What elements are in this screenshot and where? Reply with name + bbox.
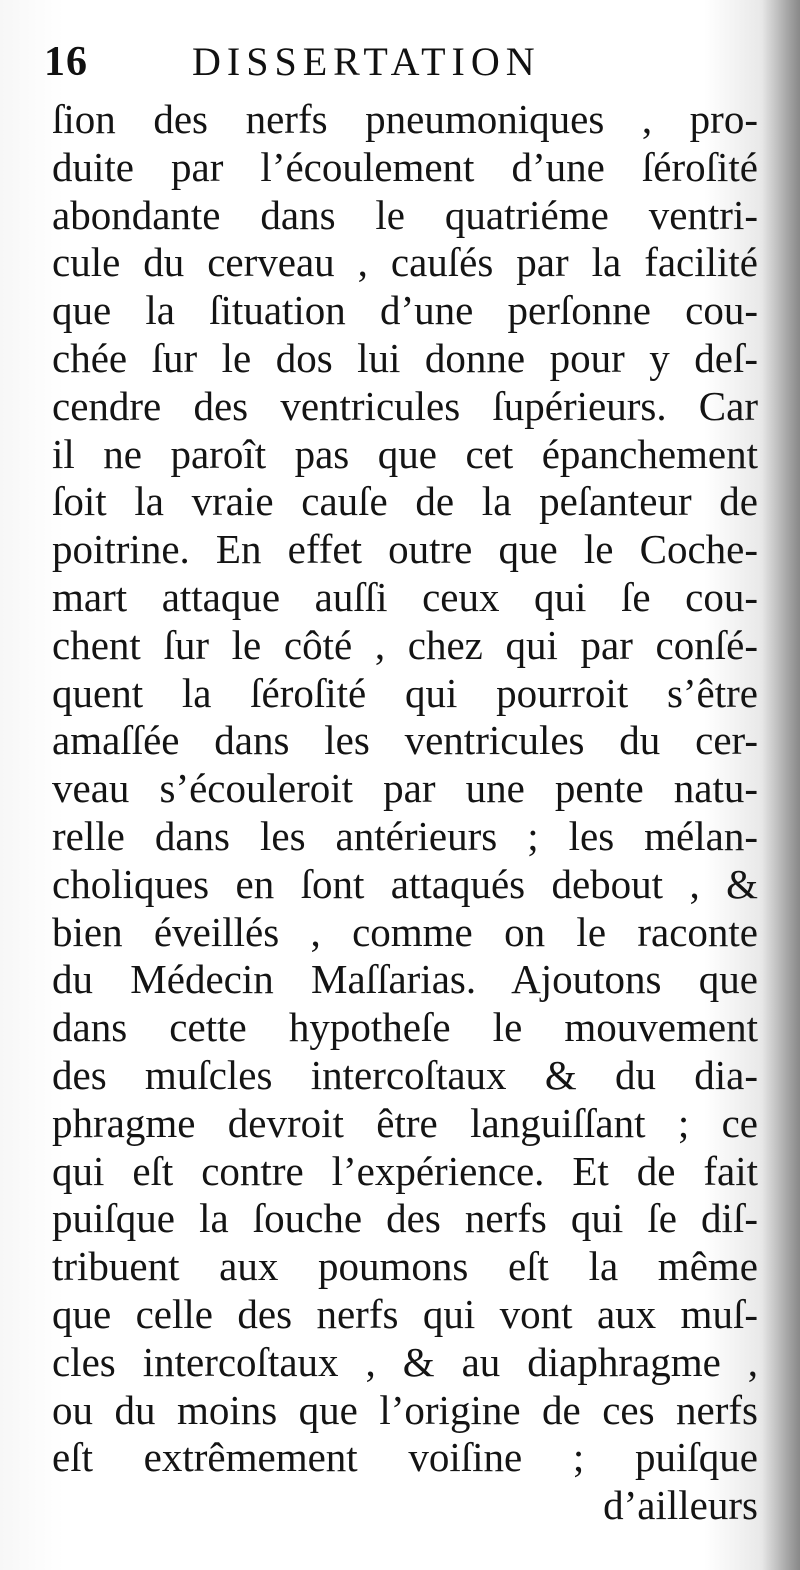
text-line: dans cette hypotheſe le mouvement — [52, 1004, 758, 1051]
text-line: qui eſt contre l’expérience. Et de fait — [52, 1147, 758, 1194]
text-line: ou du moins que l’origine de ces nerfs — [52, 1386, 758, 1433]
text-line: bien éveillés , comme on le raconte — [52, 908, 758, 955]
running-head-title: DISSERTATION — [192, 39, 541, 84]
text-line: chée ſur le dos lui donne pour y deſ- — [52, 334, 758, 381]
text-line: poitrine. En effet outre que le Coche- — [52, 526, 758, 573]
text-line: duite par l’écoulement d’une ſéroſité — [52, 143, 758, 190]
text-line: mart attaque auſſi ceux qui ſe cou- — [52, 573, 758, 620]
page-number: 16 — [44, 39, 88, 85]
text-line: que celle des nerfs qui vont aux muſ- — [52, 1290, 758, 1337]
text-line: veau s’écouleroit par une pente natu- — [52, 765, 758, 812]
catchword: d’ailleurs — [603, 1482, 758, 1529]
text-line: amaſſée dans les ventricules du cer- — [52, 717, 758, 764]
text-line: abondante dans le quatriéme ventri- — [52, 191, 758, 238]
text-line: tribuent aux poumons eſt la même — [52, 1243, 758, 1290]
text-line: relle dans les antérieurs ; les mélan- — [52, 812, 758, 859]
text-line: cendre des ventricules ſupérieurs. Car — [52, 382, 758, 429]
text-line: choliques en ſont attaqués debout , & — [52, 860, 758, 907]
text-line: ſoit la vraie cauſe de la peſanteur de — [52, 478, 758, 525]
text-line: cles intercoſtaux , & au diaphragme , — [52, 1338, 758, 1385]
text-line: phragme devroit être languiſſant ; ce — [52, 1099, 758, 1146]
text-line: cule du cerveau , cauſés par la facilité — [52, 239, 758, 286]
running-head — [44, 38, 764, 88]
text-line: que la ſituation d’une perſonne cou- — [52, 287, 758, 334]
body-text — [52, 96, 758, 1530]
text-line: ſion des nerfs pneumoniques , pro- — [52, 96, 758, 142]
text-line: chent ſur le côté , chez qui par conſé- — [52, 621, 758, 668]
text-line: puiſque la ſouche des nerfs qui ſe diſ- — [52, 1195, 758, 1242]
text-line: du Médecin Maſſarias. Ajoutons que — [52, 956, 758, 1003]
text-line: eſt extrêmement voiſine ; puiſque — [52, 1434, 758, 1481]
text-line: il ne paroît pas que cet épanchement — [52, 430, 758, 477]
text-line: des muſcles intercoſtaux & du dia- — [52, 1051, 758, 1098]
text-line: quent la ſéroſité qui pourroit s’être — [52, 669, 758, 716]
page-gutter-shadow — [762, 0, 800, 1570]
